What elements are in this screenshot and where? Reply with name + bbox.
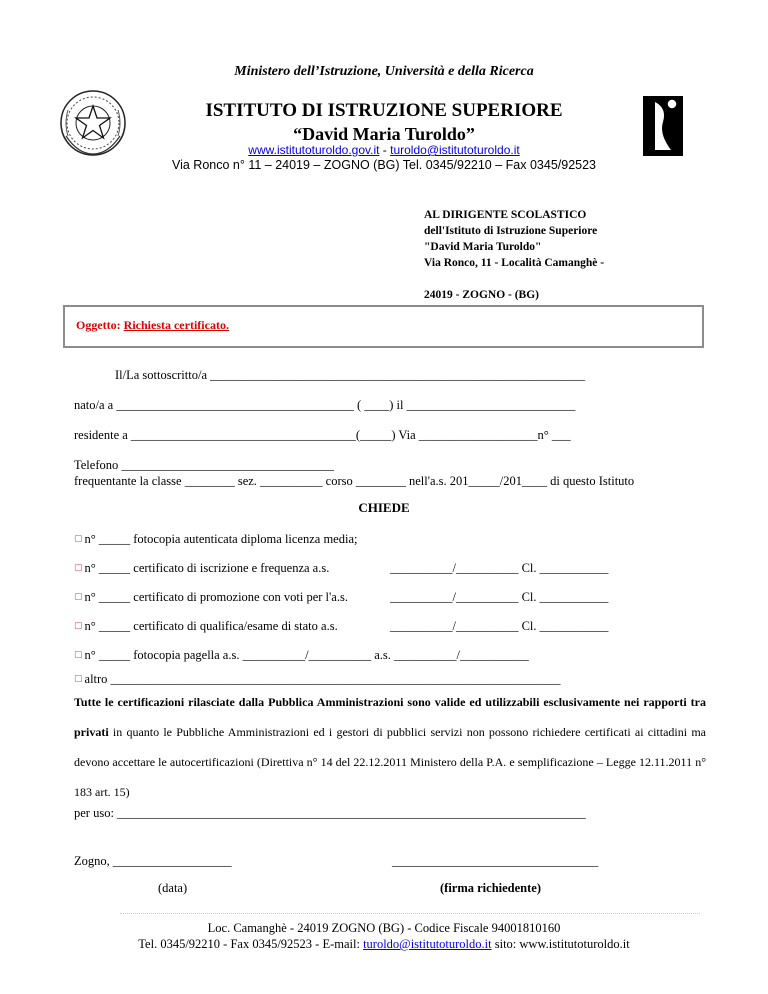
option-qualifica[interactable] — [74, 619, 338, 634]
signature-label: (firma richiedente) — [440, 881, 542, 895]
residence-field[interactable]: residente a ____________________________________(_____) Via ___________________n° ___ — [74, 428, 571, 442]
footer-contact: Tel. 0345/92210 - Fax 0345/92523 - E-mail: — [138, 937, 364, 951]
option-label: n° _____ fotocopia pagella a.s. __________/__________ a.s. __________/___________ — [84, 648, 529, 662]
school-logo-icon — [641, 94, 685, 158]
subject-text: Richiesta certificato. — [123, 318, 229, 332]
date-label: (data) — [158, 881, 188, 895]
footer-line: Loc. Camanghè - 24019 ZOGNO (BG) - Codice Fiscale 94001810160 — [207, 921, 561, 935]
class-field[interactable]: frequentante la classe ________ sez. __________ corso ________ nell'a.s. 201_____/201____ di questo Istituto — [74, 474, 635, 488]
checkbox-icon[interactable]: ▢ — [74, 650, 83, 660]
option-altro[interactable] — [74, 672, 561, 687]
recipient-line: 24019 - ZOGNO - (BG) — [424, 289, 539, 301]
option-label: n° _____ fotocopia autenticata diploma licenza media; — [84, 532, 358, 546]
ministry-title: Ministero dell’Istruzione, Università e della Ricerca — [234, 64, 534, 79]
footer-divider — [120, 913, 700, 914]
institute-title: ISTITUTO DI ISTRUZIONE SUPERIORE — [205, 100, 563, 121]
subject-box — [63, 305, 704, 348]
recipient-line: dell'Istituto di Istruzione Superiore — [424, 225, 598, 237]
birth-field[interactable]: nato/a a ______________________________________ ( ____) il ___________________________ — [74, 398, 576, 412]
recipient-line: AL DIRIGENTE SCOLASTICO — [424, 209, 587, 221]
footer — [0, 920, 768, 952]
option-year-class[interactable]: __________/__________ Cl. ___________ — [390, 590, 609, 604]
institute-address: Via Ronco n° 11 – 24019 – ZOGNO (BG) Tel. 0345/92210 – Fax 0345/92523 — [171, 158, 597, 172]
chiede-heading: CHIEDE — [358, 500, 410, 515]
subject-label: Oggetto: — [76, 318, 121, 332]
legal-notice — [74, 687, 706, 807]
option-pagella[interactable] — [74, 648, 529, 663]
option-label: n° _____ certificato di qualifica/esame di stato a.s. — [84, 619, 338, 633]
website-link[interactable]: www.istitutoturoldo.gov.it — [248, 143, 380, 157]
recipient-line: "David Maria Turoldo" — [424, 241, 542, 253]
footer-line — [0, 936, 768, 952]
option-label: n° _____ certificato di promozione con voti per l'a.s. — [84, 590, 348, 604]
checkbox-icon[interactable]: ▢ — [74, 674, 83, 684]
institute-name: “David Maria Turoldo” — [293, 124, 475, 144]
checkbox-icon[interactable]: ▢ — [74, 621, 83, 631]
signature-field[interactable]: _________________________________ — [392, 854, 599, 868]
checkbox-icon[interactable]: ▢ — [74, 563, 83, 573]
footer-site: sito: www.istitutoturoldo.it — [491, 937, 630, 951]
checkbox-icon[interactable]: ▢ — [74, 592, 83, 602]
recipient-block — [424, 207, 604, 303]
footer-email-link[interactable]: turoldo@istitutoturoldo.it — [363, 937, 492, 951]
signer-field[interactable]: Il/La sottoscritto/a ____________________________________________________________ — [115, 368, 586, 382]
option-promozione[interactable] — [74, 590, 348, 605]
option-iscrizione[interactable] — [74, 561, 329, 576]
option-year-class[interactable]: __________/__________ Cl. ___________ — [390, 619, 609, 633]
option-label: altro ________________________________________________________________________ — [84, 672, 561, 686]
recipient-line: Via Ronco, 11 - Località Camanghè - — [424, 257, 605, 269]
option-label: n° _____ certificato di iscrizione e frequenza a.s. — [84, 561, 330, 575]
usage-field[interactable]: per uso: ___________________________________________________________________________ — [74, 806, 586, 820]
checkbox-icon[interactable]: ▢ — [74, 534, 83, 544]
option-licenza-media[interactable] — [74, 532, 357, 547]
option-year-class[interactable]: __________/__________ Cl. ___________ — [390, 561, 609, 575]
legal-notice-text: in quanto le Pubbliche Amministrazioni ed i gestori di pubblici servizi non possono richiedere certificati ai cittadini ma devono accettare le autocertificazioni (Direttiva n° 14 del 22.12.2011 Ministero della P.A. e semplificazione – Legge 12.11.2011 n° 183 art. 15) — [74, 725, 706, 799]
place-date-field[interactable]: Zogno, ___________________ — [74, 854, 232, 868]
email-link[interactable]: turoldo@istitutoturoldo.it — [390, 143, 520, 157]
phone-field[interactable]: Telefono __________________________________ — [74, 458, 334, 472]
link-separator: - — [379, 143, 391, 157]
legal-notice-bold: Tutte le certificazioni rilasciate dalla Pubblica Amministrazioni sono valide ed utilizzabili esclusivamente nei rapporti tra privati — [74, 695, 706, 739]
